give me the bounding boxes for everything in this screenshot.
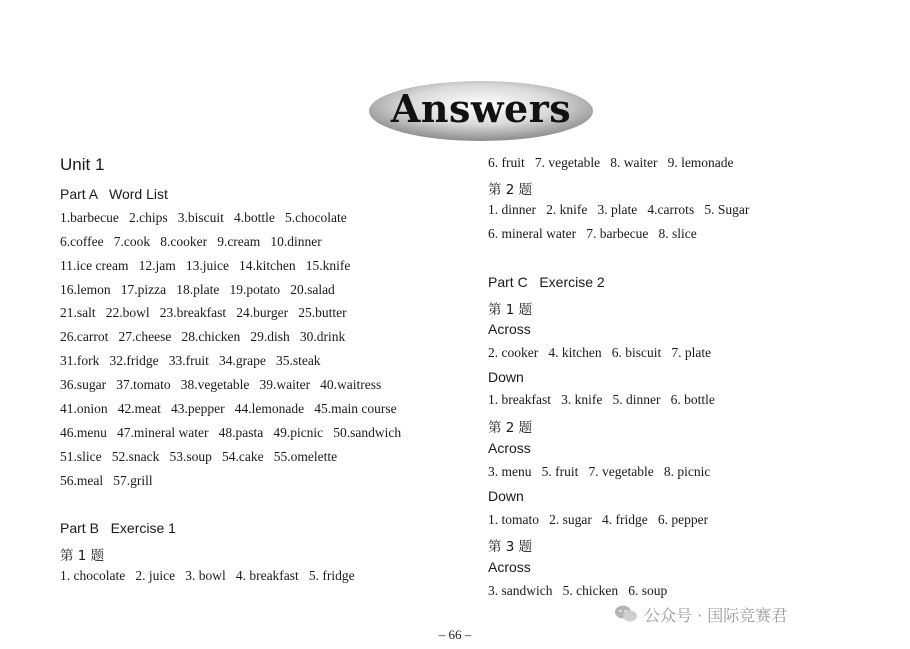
- wechat-icon: [614, 604, 638, 624]
- word-list-line: 26.carrot 27.cheese 28.chicken 29.dish 30.drink: [60, 329, 346, 344]
- word-list-line: 56.meal 57.grill: [60, 473, 153, 488]
- down-label: Down: [488, 369, 524, 385]
- word-list-line: 46.menu 47.mineral water 48.pasta 49.picnic 50.sandwich: [60, 425, 402, 440]
- answer-line: 1. tomato 2. sugar 4. fridge 6. pepper: [488, 512, 709, 527]
- part-a-heading: Part A Word List: [60, 186, 168, 202]
- word-list-line: 11.ice cream 12.jam 13.juice 14.kitchen 15.knife: [60, 258, 351, 273]
- answer-line: 6. fruit 7. vegetable 8. waiter 9. lemonade: [488, 155, 734, 170]
- word-list-line: 41.onion 42.meat 43.pepper 44.lemonade 45.main course: [60, 401, 397, 416]
- across-label: Across: [488, 440, 531, 456]
- answer-line: 6. mineral water 7. barbecue 8. slice: [488, 226, 697, 241]
- question-label: 第 1 题: [60, 548, 105, 564]
- watermark: [614, 602, 787, 626]
- question-label: 第 2 题: [488, 182, 533, 198]
- page-title: Answers: [390, 86, 572, 131]
- part-b-heading: Part B Exercise 1: [60, 520, 176, 536]
- answer-line: 1. chocolate 2. juice 3. bowl 4. breakfast 5. fridge: [60, 568, 355, 583]
- across-label: Across: [488, 559, 531, 575]
- word-list-line: 36.sugar 37.tomato 38.vegetable 39.waiter 40.waitress: [60, 377, 382, 392]
- word-list-line: 6.coffee 7.cook 8.cooker 9.cream 10.dinner: [60, 234, 322, 249]
- answer-line: 1. dinner 2. knife 3. plate 4.carrots 5. Sugar: [488, 202, 750, 217]
- word-list-line: 1.barbecue 2.chips 3.biscuit 4.bottle 5.chocolate: [60, 210, 347, 225]
- page-number: – 66 –: [438, 627, 472, 642]
- answer-line: 3. sandwich 5. chicken 6. soup: [488, 583, 668, 598]
- across-label: Across: [488, 321, 531, 337]
- answer-line: 1. breakfast 3. knife 5. dinner 6. bottle: [488, 392, 715, 407]
- down-label: Down: [488, 488, 524, 504]
- answer-line: 3. menu 5. fruit 7. vegetable 8. picnic: [488, 464, 711, 479]
- word-list-line: 51.slice 52.snack 53.soup 54.cake 55.omelette: [60, 449, 338, 464]
- question-label: 第 2 题: [488, 420, 533, 436]
- word-list-line: 21.salt 22.bowl 23.breakfast 24.burger 25.butter: [60, 305, 347, 320]
- part-c-heading: Part C Exercise 2: [488, 274, 605, 290]
- question-label: 第 3 题: [488, 539, 533, 555]
- answer-line: 2. cooker 4. kitchen 6. biscuit 7. plate: [488, 345, 712, 360]
- unit-title: Unit 1: [60, 155, 105, 174]
- question-label: 第 1 题: [488, 302, 533, 318]
- word-list-line: 31.fork 32.fridge 33.fruit 34.grape 35.steak: [60, 353, 321, 368]
- word-list-line: 16.lemon 17.pizza 18.plate 19.potato 20.salad: [60, 282, 335, 297]
- watermark-text: 公众号 · 国际竞赛君: [644, 605, 788, 625]
- title-banner: [368, 80, 594, 142]
